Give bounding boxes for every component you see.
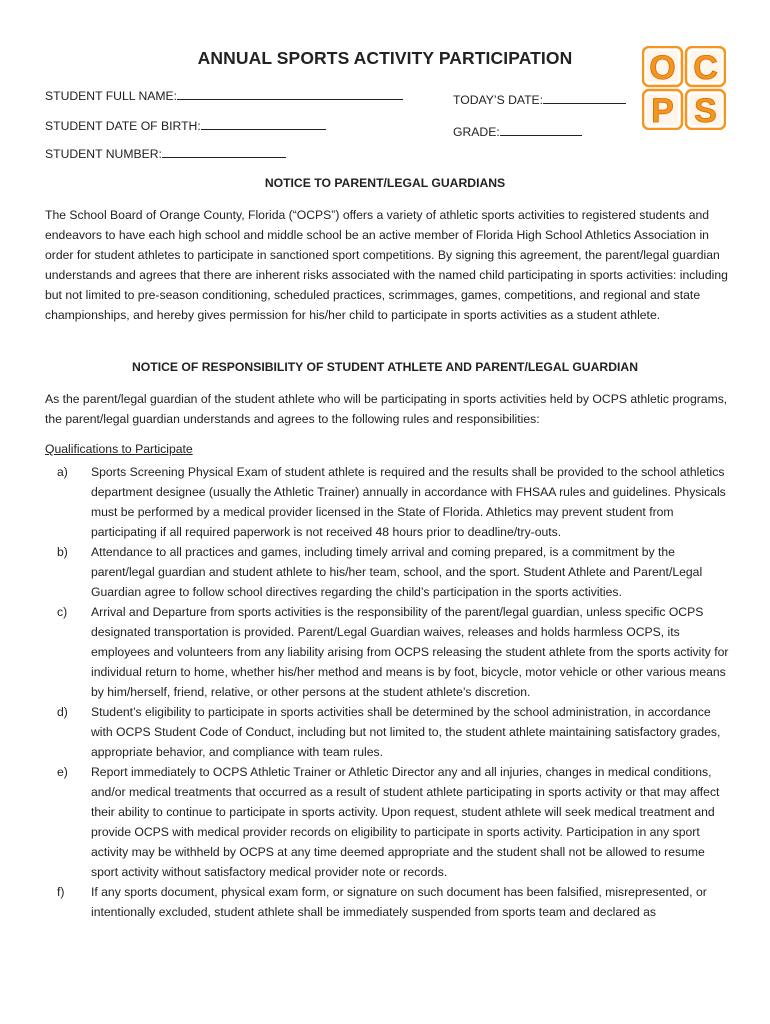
notice-paragraph: The School Board of Orange County, Florida (“OCPS”) offers a variety of athletic sports activities to registered students and endeavors to have each high school and middle school be an active member of Florida High School Athletics Association in order for student athletes to participate in sanctioned sport competitions. By signing this agreement, the parent/legal guardian understands and agrees that there are inherent risks associated with the named child participating in sports activities: including but not limited to pre-season conditioning, scheduled practices, scrimmages, games, competitions, and regional and state championships, and hereby gives permission for his/her child to participate in sports activities as a student athlete.: [45, 208, 728, 322]
list-item: [45, 602, 735, 702]
notice-heading: NOTICE TO PARENT/LEGAL GUARDIANS: [264, 176, 506, 190]
responsibility-paragraph: As the parent/legal guardian of the student athlete who will be participating in sports activities held by OCPS athletic programs, the parent/legal guardian understands and agrees to the following rules and responsibilities:: [45, 392, 728, 426]
todays-date-label: TODAY’S DATE:: [453, 93, 544, 107]
student-number-blank[interactable]: [162, 146, 286, 158]
item-marker: d): [57, 705, 68, 719]
student-full-name-field[interactable]: [45, 88, 403, 103]
item-text: Report immediately to OCPS Athletic Trainer or Athletic Director any and all injuries, changes in medical conditions, and/or medical treatments that occurred as a result of student athlete participating in sports activity or that may affect their ability to continue to participate in sports activity. Upon request, student athlete will seek medical treatment and provide OCPS with medical provider records on eligibility to participate in sports activity. Participation in any sport activity may be withheld by OCPS at any time deemed appropriate and the student shall not be allowed to resume sport activity without satisfactory medical provider note or records.: [91, 765, 720, 879]
item-marker: f): [57, 885, 65, 899]
date-of-birth-blank[interactable]: [201, 118, 326, 130]
list-item: [45, 542, 735, 602]
item-text: Sports Screening Physical Exam of student athlete is required and the results shall be provided to the school athletics department designee (usually the Athletic Trainer) annually in accordance with FHSAA rules and guidelines. Physicals must be performed by a medical provider licensed in the State of Florida. Athletics may prevent student from participating if all required paperwork is not received 48 hours prior to deadline/try-outs.: [91, 465, 726, 539]
item-marker: a): [57, 465, 68, 479]
list-item: [45, 882, 735, 922]
grade-field[interactable]: [453, 124, 582, 139]
student-full-name-label: STUDENT FULL NAME:: [45, 89, 178, 103]
item-marker: e): [57, 765, 68, 779]
svg-text:S: S: [694, 92, 717, 130]
svg-text:O: O: [649, 49, 676, 87]
student-number-field[interactable]: [45, 146, 286, 161]
ocps-logo: [642, 46, 726, 130]
item-text: Arrival and Departure from sports activities is the responsibility of the parent/legal guardian, unless specific OCPS designated transportation is provided. Parent/Legal Guardian waives, releases and holds harmless OCPS, its employees and volunteers from any liability arising from OCPS releasing the student athlete from the sports activity for individual return to home, whether his/her method and means is by foot, bicycle, motor vehicle or other various means by him/herself, friend, relative, or other persons at the student athlete’s discretion.: [91, 605, 729, 699]
item-text: If any sports document, physical exam form, or signature on such document has been falsified, misrepresented, or intentionally excluded, student athlete shall be immediately suspended from sports team and declared as: [91, 885, 707, 919]
todays-date-field[interactable]: [453, 92, 626, 107]
date-of-birth-field[interactable]: [45, 118, 326, 133]
grade-label: GRADE:: [453, 125, 500, 139]
responsibility-heading: NOTICE OF RESPONSIBILITY OF STUDENT ATHLETE AND PARENT/LEGAL GUARDIAN: [131, 360, 639, 374]
student-number-label: STUDENT NUMBER:: [45, 147, 162, 161]
list-item: [45, 462, 735, 542]
document-title: ANNUAL SPORTS ACTIVITY PARTICIPATION: [197, 48, 573, 68]
list-item: [45, 702, 735, 762]
list-item: [45, 762, 735, 882]
qualifications-list: [45, 462, 735, 922]
item-text: Attendance to all practices and games, including timely arrival and coming prepared, is a commitment by the parent/legal guardian and student athlete to his/her team, school, and the sport. Student Athlete and Parent/Legal Guardian agree to follow school directives regarding the child’s participation in the sports activities.: [91, 545, 703, 599]
item-marker: b): [57, 545, 68, 559]
todays-date-blank[interactable]: [543, 92, 626, 104]
svg-text:C: C: [693, 49, 718, 87]
qualifications-heading: Qualifications to Participate: [45, 442, 193, 456]
item-text: Student’s eligibility to participate in sports activities shall be determined by the school administration, in accordance with OCPS Student Code of Conduct, including but not limited to, the student athlete maintaining satisfactory grades, appropriate behavior, and compliance with team rules.: [91, 705, 721, 759]
student-full-name-blank[interactable]: [177, 88, 403, 100]
date-of-birth-label: STUDENT DATE OF BIRTH:: [45, 119, 201, 133]
svg-text:P: P: [651, 92, 674, 130]
grade-blank[interactable]: [500, 124, 582, 136]
item-marker: c): [57, 605, 68, 619]
